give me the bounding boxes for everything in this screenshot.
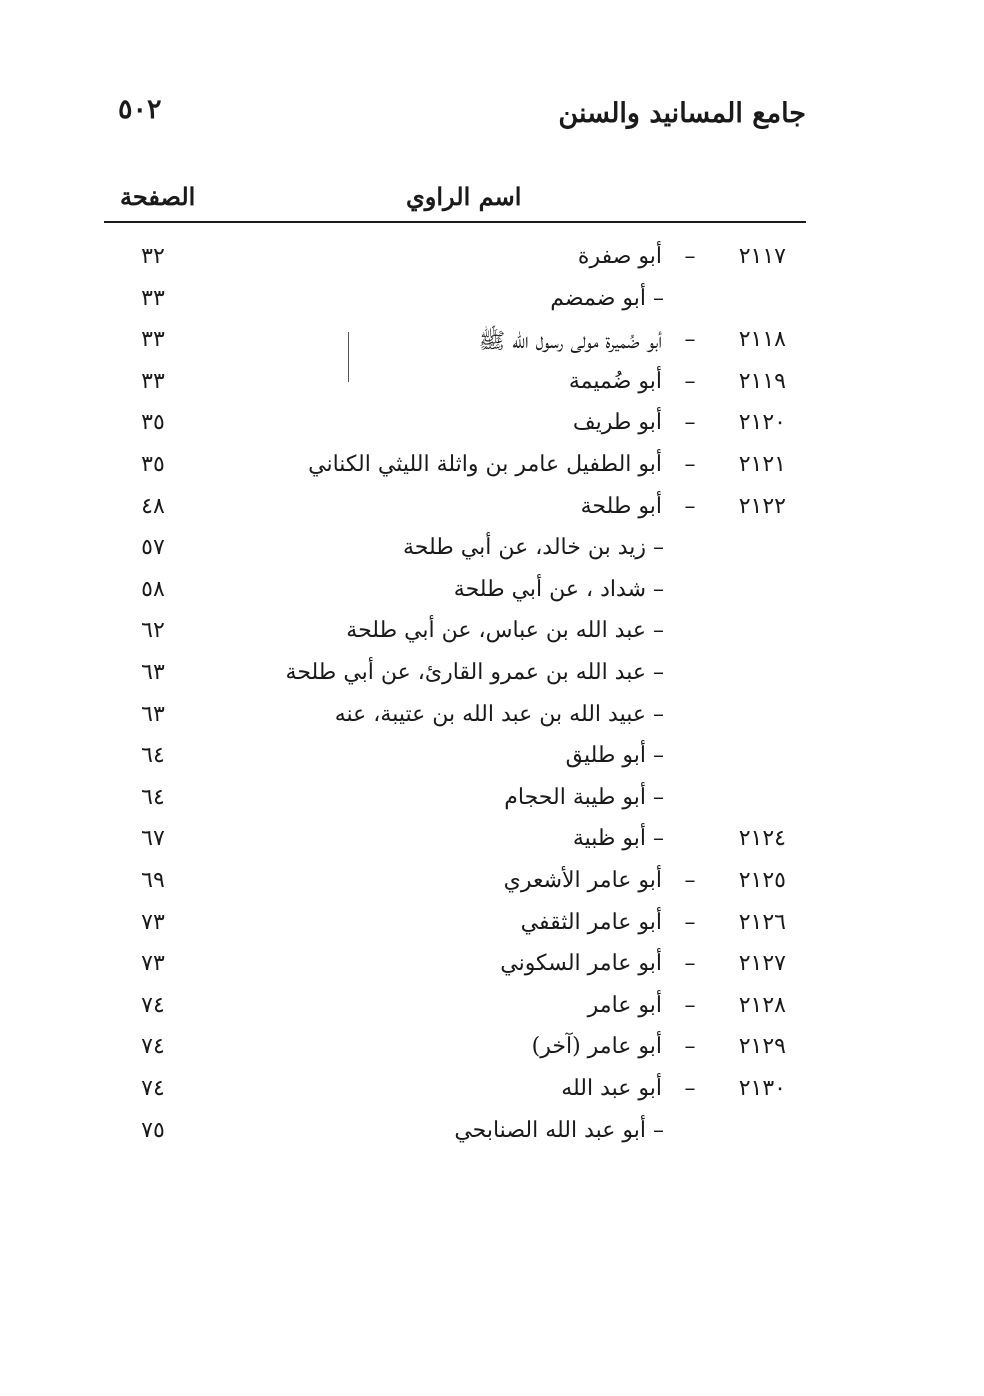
- page-ref: ٦٤: [141, 784, 165, 810]
- index-row: [0, 826, 984, 866]
- entry-number: ٢١٢٥: [738, 868, 786, 893]
- page-number: ٥٠٢: [118, 94, 162, 125]
- page-ref: ٥٨: [141, 576, 165, 602]
- index-row: [0, 410, 984, 450]
- narrator-name: أبو عامر (آخر): [531, 1034, 662, 1060]
- index-row: [0, 951, 984, 991]
- narrator-name: – أبو طيبة الحجام: [504, 784, 664, 810]
- page-ref: ٧٣: [141, 951, 165, 977]
- entry-number: ٢١٢٩: [738, 1034, 786, 1060]
- page-ref: ٧٤: [141, 992, 165, 1018]
- index-row: [0, 702, 984, 742]
- entry-number: ٢١٢٨: [738, 992, 786, 1018]
- column-header-page: الصفحة: [120, 182, 196, 211]
- entry-dash: –: [684, 868, 696, 893]
- entry-dash: –: [684, 452, 696, 477]
- index-row: [0, 743, 984, 783]
- entry-dash: –: [684, 410, 696, 436]
- page-ref: ٤٨: [141, 493, 165, 519]
- index-row: [0, 577, 984, 617]
- index-row: [0, 1034, 984, 1074]
- narrator-name: أبو الطفيل عامر بن واثلة الليثي الكناني: [308, 452, 662, 477]
- entry-dash: –: [684, 909, 696, 935]
- entry-number: ٢١٢٠: [738, 410, 786, 436]
- entry-number: ٢١٢٤: [738, 826, 786, 852]
- page-ref: ٦٩: [141, 868, 165, 893]
- narrator-name: – أبو ظبية: [572, 826, 664, 852]
- narrator-name: أبو عامر: [587, 992, 662, 1018]
- narrator-name: – عبد الله بن عمرو القارئ، عن أبي طلحة: [285, 660, 664, 685]
- index-row: [0, 660, 984, 700]
- column-header-narrator: اسم الراوي: [406, 182, 522, 211]
- entry-dash: –: [684, 244, 696, 269]
- page-ref: ٣٥: [141, 452, 165, 477]
- narrator-name: أبو عامر الثقفي: [520, 909, 662, 935]
- entry-dash: –: [684, 992, 696, 1018]
- index-row: [0, 327, 984, 367]
- page-ref: ٧٤: [141, 1076, 165, 1101]
- narrator-name: أبو عبد الله: [561, 1076, 662, 1101]
- index-row: [0, 618, 984, 658]
- index-row: [0, 785, 984, 825]
- index-row: [0, 244, 984, 284]
- entry-dash: –: [684, 951, 696, 977]
- page-ref: ٧٥: [141, 1117, 165, 1143]
- index-row: [0, 369, 984, 409]
- narrator-name: أبو عامر الأشعري: [503, 868, 662, 893]
- narrator-name: أبو ضُميرة مولى رسول الله ﷺ: [478, 329, 662, 355]
- running-header-title: جامع المسانيد والسنن: [558, 98, 806, 129]
- page-ref: ٣٣: [141, 368, 165, 394]
- narrator-name: أبو ضُميمة: [568, 368, 662, 394]
- narrator-name: أبو طريف: [572, 410, 662, 436]
- entry-number: ٢١١٧: [738, 244, 786, 269]
- entry-number: ٢١١٩: [738, 368, 786, 394]
- narrator-name: – أبو طليق: [565, 743, 664, 769]
- entry-number: ٢١٢١: [738, 452, 786, 477]
- page-ref: ٧٤: [141, 1034, 165, 1060]
- index-row: [0, 286, 984, 326]
- page-ref: ٦٣: [141, 660, 165, 685]
- page-ref: ٣٣: [141, 327, 165, 353]
- page-ref: ٣٥: [141, 410, 165, 436]
- entry-dash: –: [684, 1034, 696, 1060]
- index-row: [0, 1076, 984, 1116]
- narrator-name: – زيد بن خالد، عن أبي طلحة: [402, 535, 664, 561]
- page-ref: ٥٧: [141, 535, 165, 561]
- header-rule: [104, 221, 806, 223]
- page-ref: ٦٣: [141, 701, 165, 727]
- narrator-name: – عبد الله بن عباس، عن أبي طلحة: [346, 618, 664, 644]
- narrator-name: أبو عامر السكوني: [500, 951, 662, 977]
- page-ref: ٦٢: [141, 618, 165, 644]
- entry-dash: –: [684, 1076, 696, 1101]
- index-row: [0, 452, 984, 492]
- narrator-name: – أبو عبد الله الصنابحي: [454, 1117, 664, 1143]
- narrator-name: – أبو ضمضم: [550, 285, 664, 311]
- page-ref: ٣٣: [141, 285, 165, 311]
- page-ref: ٦٤: [141, 743, 165, 769]
- entry-number: ٢١١٨: [738, 327, 786, 353]
- entry-dash: –: [684, 368, 696, 394]
- entry-number: ٢١٢٦: [738, 909, 786, 935]
- narrator-name: – عبيد الله بن عبد الله بن عتيبة، عنه: [334, 701, 664, 727]
- index-row: [0, 494, 984, 534]
- entry-number: ٢١٢٧: [738, 951, 786, 977]
- index-row: [0, 1118, 984, 1158]
- page-ref: ٧٣: [141, 909, 165, 935]
- entry-number: ٢١٣٠: [738, 1076, 786, 1101]
- page-ref: ٣٢: [141, 244, 165, 269]
- index-row: [0, 993, 984, 1033]
- narrator-name: أبو صفرة: [577, 244, 662, 269]
- narrator-name: أبو طلحة: [580, 493, 662, 519]
- narrator-name: – شداد ، عن أبي طلحة: [453, 576, 664, 602]
- index-row: [0, 868, 984, 908]
- page-ref: ٦٧: [141, 826, 165, 852]
- index-row: [0, 910, 984, 950]
- index-row: [0, 535, 984, 575]
- entry-dash: –: [684, 493, 696, 519]
- entry-number: ٢١٢٢: [738, 493, 786, 519]
- entry-dash: –: [684, 327, 696, 353]
